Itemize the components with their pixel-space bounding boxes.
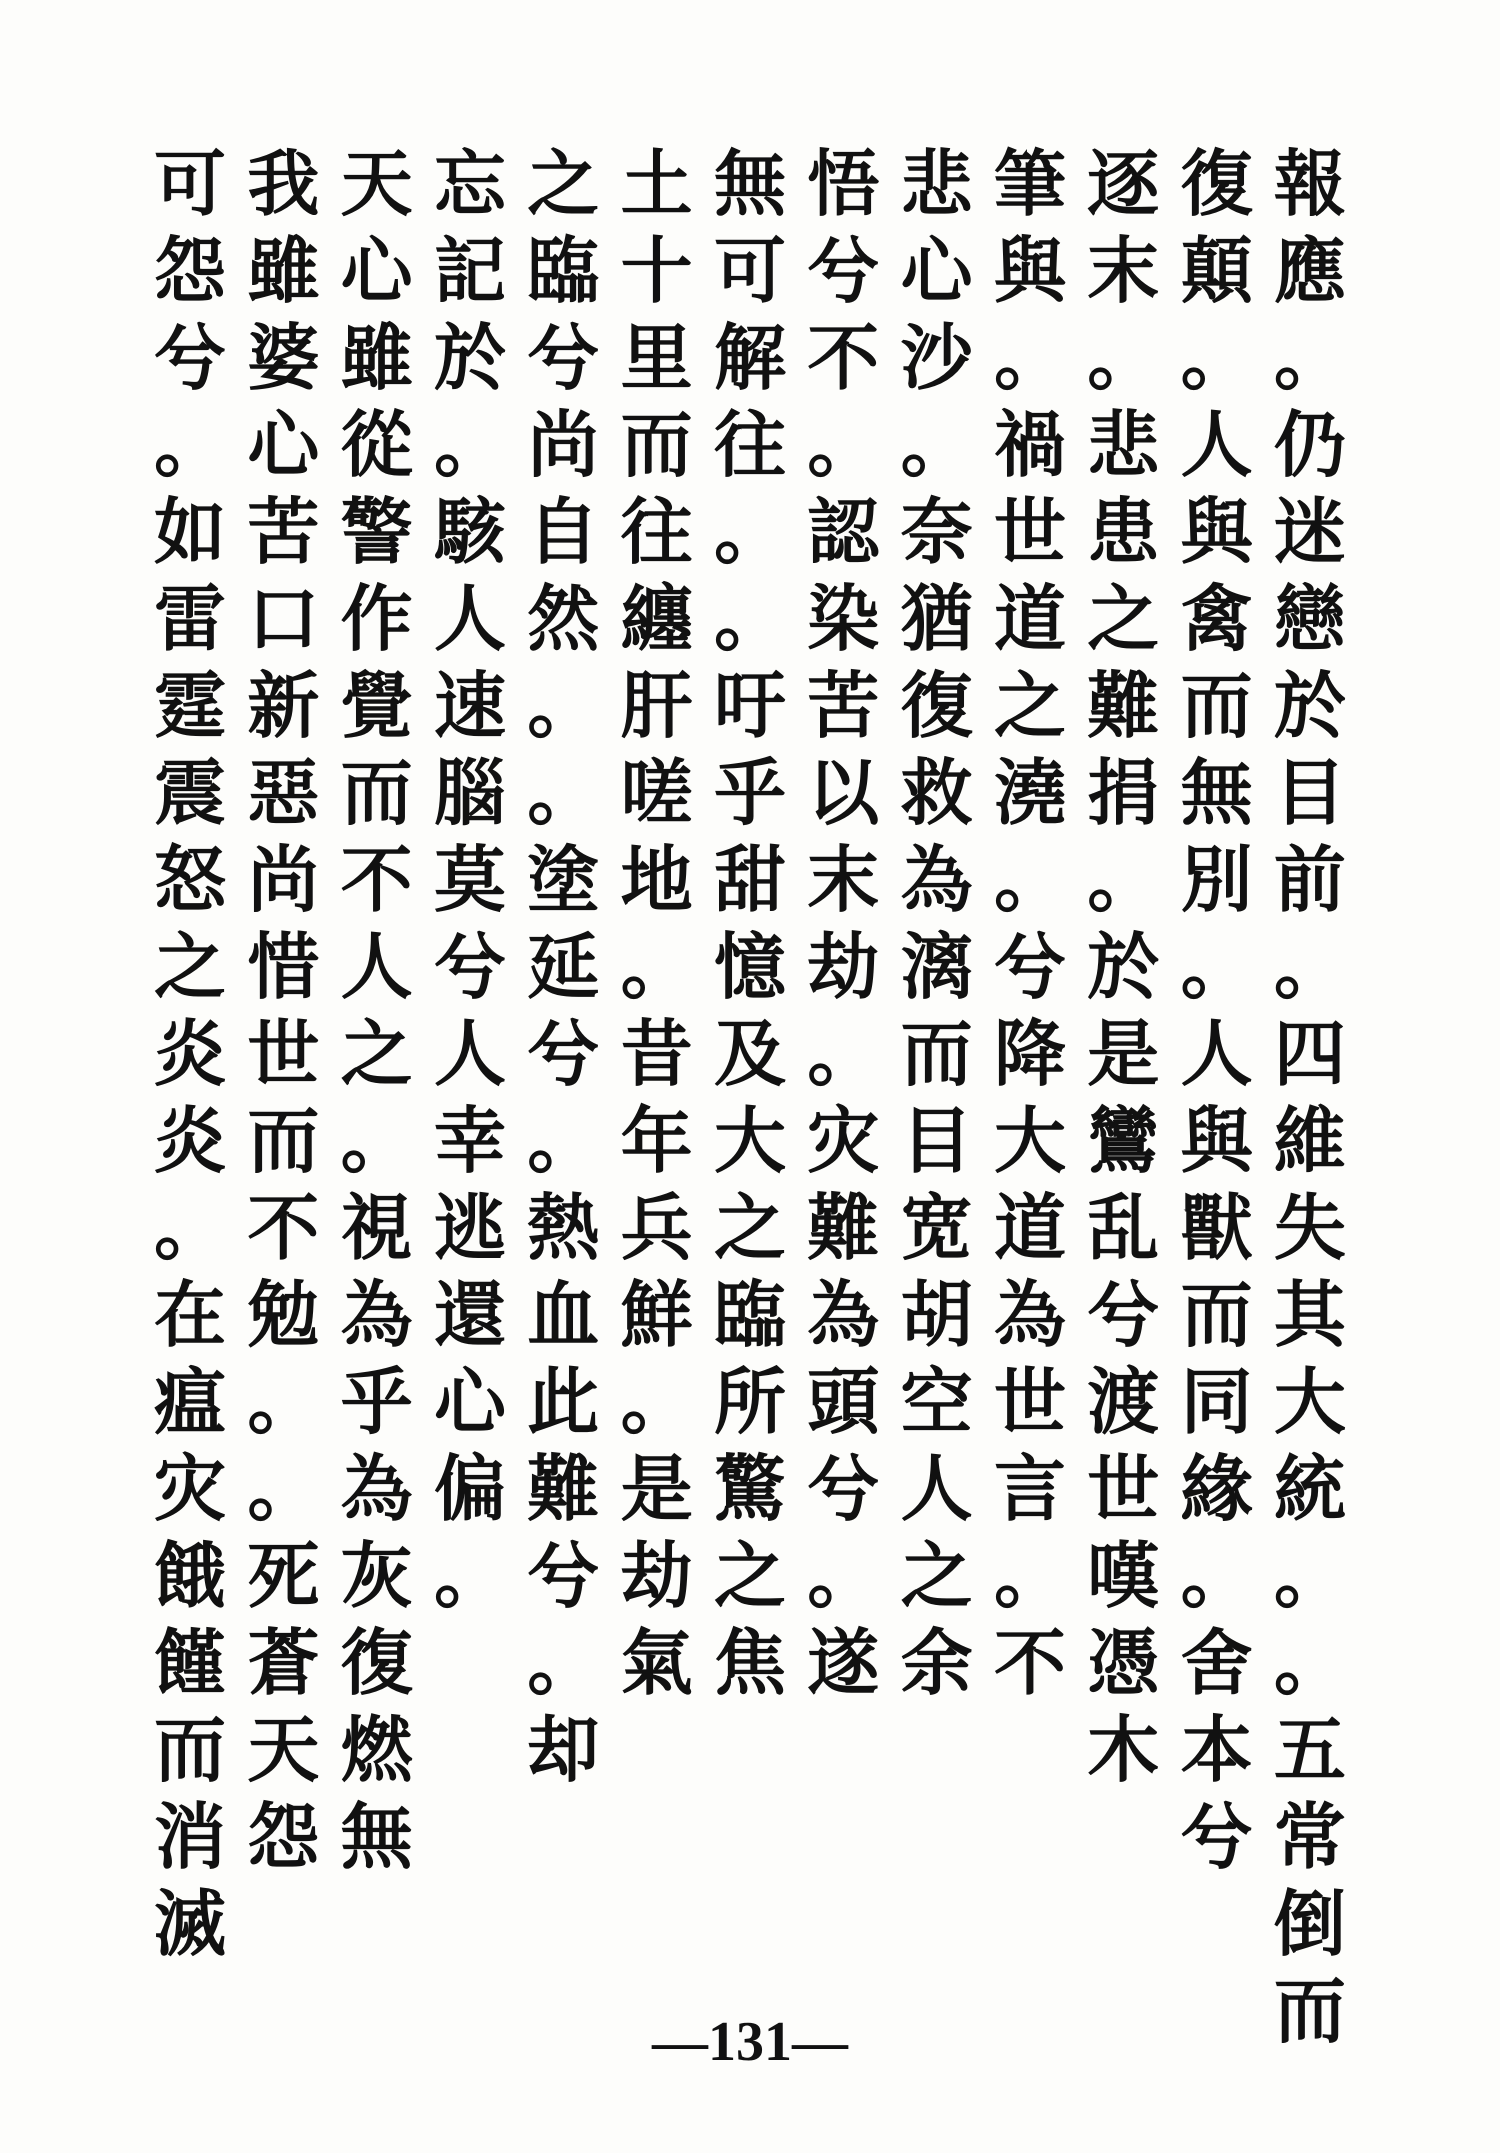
character: 饉	[153, 1620, 226, 1705]
character: 乎	[340, 1359, 413, 1444]
character: 我	[247, 141, 320, 226]
character: 天	[340, 141, 413, 226]
character: 不	[247, 1185, 320, 1270]
character: 木	[1087, 1707, 1160, 1792]
character: 新	[247, 663, 320, 748]
character: 禽	[1180, 576, 1253, 661]
character: 逃	[433, 1185, 506, 1270]
character: 之	[713, 1185, 786, 1270]
character: 之	[900, 1533, 973, 1618]
character: 往	[620, 489, 693, 574]
punctuation-circle: 。	[247, 1359, 320, 1444]
character: 目	[900, 1098, 973, 1183]
character: 勉	[247, 1272, 320, 1357]
character: 此	[527, 1359, 600, 1444]
text-column-9	[523, 140, 603, 1970]
punctuation-circle: 。	[1273, 924, 1346, 1009]
punctuation-circle: 。	[153, 1185, 226, 1270]
character: 之	[527, 141, 600, 226]
character: 末	[1087, 228, 1160, 313]
character: 舍	[1180, 1620, 1253, 1705]
punctuation-circle: 。	[1273, 1620, 1346, 1705]
character: 救	[900, 750, 973, 835]
character: 從	[340, 402, 413, 487]
text-column-13	[150, 140, 230, 1970]
character: 血	[527, 1272, 600, 1357]
character: 視	[340, 1185, 413, 1270]
text-column-12	[243, 140, 323, 1970]
character: 消	[153, 1794, 226, 1879]
character: 之	[153, 924, 226, 1009]
character: 塗	[527, 837, 600, 922]
character: 世	[993, 1359, 1066, 1444]
character: 無	[340, 1794, 413, 1879]
character: 餓	[153, 1533, 226, 1618]
character: 兮	[527, 1011, 600, 1096]
character: 是	[1087, 1011, 1160, 1096]
character: 大	[993, 1098, 1066, 1183]
character: 為	[340, 1272, 413, 1357]
character: 兮	[527, 1533, 600, 1618]
punctuation-circle: 。	[807, 402, 880, 487]
character: 怨	[247, 1794, 320, 1879]
character: 染	[807, 576, 880, 661]
text-column-2	[1177, 140, 1257, 1970]
character: 為	[900, 837, 973, 922]
character: 覺	[340, 663, 413, 748]
character: 以	[807, 750, 880, 835]
character: 失	[1273, 1185, 1346, 1270]
punctuation-circle: 。	[340, 1098, 413, 1183]
character: 在	[153, 1272, 226, 1357]
punctuation-circle: 。	[1087, 315, 1160, 400]
character: 禍	[993, 402, 1066, 487]
character: 氣	[620, 1620, 693, 1705]
character: 吁	[713, 663, 786, 748]
character: 甜	[713, 837, 786, 922]
character: 劫	[807, 924, 880, 1009]
character: 憑	[1087, 1620, 1160, 1705]
character: 蒼	[247, 1620, 320, 1705]
character: 末	[807, 837, 880, 922]
character: 滅	[153, 1881, 226, 1966]
character: 而	[1180, 1272, 1253, 1357]
punctuation-circle: 。	[527, 750, 600, 835]
character: 雖	[340, 315, 413, 400]
text-column-6	[803, 140, 883, 1970]
character: 鸞	[1087, 1098, 1160, 1183]
character: 熱	[527, 1185, 600, 1270]
character: 所	[713, 1359, 786, 1444]
character: 戀	[1273, 576, 1346, 661]
punctuation-circle: 。	[527, 663, 600, 748]
character: 惜	[247, 924, 320, 1009]
character: 乎	[713, 750, 786, 835]
character: 十	[620, 228, 693, 313]
page-number: —131—	[652, 2011, 848, 2073]
character: 肝	[620, 663, 693, 748]
character: 獸	[1180, 1185, 1253, 1270]
character: 人	[900, 1446, 973, 1531]
character: 復	[900, 663, 973, 748]
character: 兮	[1180, 1794, 1253, 1879]
punctuation-circle: 。	[153, 402, 226, 487]
character: 劫	[620, 1533, 693, 1618]
character: 駭	[433, 489, 506, 574]
punctuation-circle: 。	[527, 1620, 600, 1705]
character: 不	[340, 837, 413, 922]
character: 而	[153, 1707, 226, 1792]
character: 焦	[713, 1620, 786, 1705]
character: 言	[993, 1446, 1066, 1531]
punctuation-circle: 。	[993, 837, 1066, 922]
character: 灰	[340, 1533, 413, 1618]
character: 昔	[620, 1011, 693, 1096]
character: 臨	[527, 228, 600, 313]
character: 世	[1087, 1446, 1160, 1531]
character: 之	[340, 1011, 413, 1096]
punctuation-circle: 。	[1180, 315, 1253, 400]
character: 地	[620, 837, 693, 922]
character: 人	[433, 1011, 506, 1096]
character: 兮	[993, 924, 1066, 1009]
character: 憶	[713, 924, 786, 1009]
character: 嘆	[1087, 1533, 1160, 1618]
character: 於	[1273, 663, 1346, 748]
character: 空	[900, 1359, 973, 1444]
character: 目	[1273, 750, 1346, 835]
character: 記	[433, 228, 506, 313]
character: 年	[620, 1098, 693, 1183]
character: 無	[713, 141, 786, 226]
punctuation-circle: 。	[1180, 1533, 1253, 1618]
character: 驚	[713, 1446, 786, 1531]
character: 緣	[1180, 1446, 1253, 1531]
character: 大	[1273, 1359, 1346, 1444]
character: 腦	[433, 750, 506, 835]
character: 是	[620, 1446, 693, 1531]
punctuation-circle: 。	[1273, 315, 1346, 400]
punctuation-circle: 。	[620, 924, 693, 1009]
character: 認	[807, 489, 880, 574]
character: 余	[900, 1620, 973, 1705]
character: 心	[900, 228, 973, 313]
character: 震	[153, 750, 226, 835]
character: 迷	[1273, 489, 1346, 574]
character: 筆	[993, 141, 1066, 226]
character: 幸	[433, 1098, 506, 1183]
character: 土	[620, 141, 693, 226]
character: 兮	[807, 228, 880, 313]
character: 心	[433, 1359, 506, 1444]
character: 澆	[993, 750, 1066, 835]
punctuation-circle: 。	[1273, 1533, 1346, 1618]
punctuation-circle: 。	[713, 576, 786, 661]
character: 瘟	[153, 1359, 226, 1444]
character: 苦	[807, 663, 880, 748]
character: 莫	[433, 837, 506, 922]
character: 報	[1273, 141, 1346, 226]
character: 之	[993, 663, 1066, 748]
character: 為	[807, 1272, 880, 1357]
character: 渡	[1087, 1359, 1160, 1444]
character: 而	[340, 750, 413, 835]
character: 大	[713, 1098, 786, 1183]
character: 可	[713, 228, 786, 313]
character: 而	[1180, 663, 1253, 748]
punctuation-circle: 。	[1180, 924, 1253, 1009]
character: 與	[993, 228, 1066, 313]
character: 不	[993, 1620, 1066, 1705]
character: 統	[1273, 1446, 1346, 1531]
character: 頭	[807, 1359, 880, 1444]
character: 及	[713, 1011, 786, 1096]
punctuation-circle: 。	[713, 489, 786, 574]
character: 鮮	[620, 1272, 693, 1357]
character: 作	[340, 576, 413, 661]
character: 雷	[153, 576, 226, 661]
character: 復	[1180, 141, 1253, 226]
character: 於	[433, 315, 506, 400]
character: 霆	[153, 663, 226, 748]
character: 炎	[153, 1098, 226, 1183]
character: 天	[247, 1707, 320, 1792]
character: 燃	[340, 1707, 413, 1792]
character: 炎	[153, 1011, 226, 1096]
character: 降	[993, 1011, 1066, 1096]
character: 之	[1087, 576, 1160, 661]
character: 捐	[1087, 750, 1160, 835]
character: 遂	[807, 1620, 880, 1705]
character: 難	[1087, 663, 1160, 748]
character: 悲	[1087, 402, 1160, 487]
character: 纏	[620, 576, 693, 661]
punctuation-circle: 。	[527, 1098, 600, 1183]
punctuation-circle: 。	[433, 402, 506, 487]
text-column-1	[1270, 140, 1350, 2053]
character: 仍	[1273, 402, 1346, 487]
character: 兮	[527, 315, 600, 400]
character: 警	[340, 489, 413, 574]
character: 悟	[807, 141, 880, 226]
character: 道	[993, 1185, 1066, 1270]
character: 而	[247, 1098, 320, 1183]
character: 五	[1273, 1707, 1346, 1792]
character: 之	[713, 1533, 786, 1618]
punctuation-circle: 。	[900, 402, 973, 487]
punctuation-circle: 。	[247, 1446, 320, 1531]
text-column-4	[990, 140, 1070, 1970]
character: 其	[1273, 1272, 1346, 1357]
punctuation-circle: 。	[807, 1011, 880, 1096]
character: 往	[713, 402, 786, 487]
character: 延	[527, 924, 600, 1009]
character: 難	[527, 1446, 600, 1531]
character: 速	[433, 663, 506, 748]
character: 倒	[1273, 1881, 1346, 1966]
character: 怒	[153, 837, 226, 922]
character: 漓	[900, 924, 973, 1009]
character: 兮	[153, 315, 226, 400]
punctuation-circle: 。	[620, 1359, 693, 1444]
character: 乱	[1087, 1185, 1160, 1270]
character: 悲	[900, 141, 973, 226]
character: 灾	[807, 1098, 880, 1183]
character: 臨	[713, 1272, 786, 1357]
character: 解	[713, 315, 786, 400]
character: 常	[1273, 1794, 1346, 1879]
character: 而	[620, 402, 693, 487]
character: 沙	[900, 315, 973, 400]
character: 人	[1180, 402, 1253, 487]
character: 嗟	[620, 750, 693, 835]
character: 里	[620, 315, 693, 400]
punctuation-circle: 。	[993, 1533, 1066, 1618]
character: 逐	[1087, 141, 1160, 226]
character: 兵	[620, 1185, 693, 1270]
character: 無	[1180, 750, 1253, 835]
character: 怨	[153, 228, 226, 313]
character: 同	[1180, 1359, 1253, 1444]
character: 却	[527, 1707, 600, 1792]
character: 而	[900, 1011, 973, 1096]
character: 人	[340, 924, 413, 1009]
character: 心	[340, 228, 413, 313]
punctuation-circle: 。	[807, 1533, 880, 1618]
character: 尚	[527, 402, 600, 487]
character: 惡	[247, 750, 320, 835]
character: 心	[247, 402, 320, 487]
character: 然	[527, 576, 600, 661]
character: 忘	[433, 141, 506, 226]
text-column-10	[430, 140, 510, 1970]
character: 可	[153, 141, 226, 226]
character: 顛	[1180, 228, 1253, 313]
character: 維	[1273, 1098, 1346, 1183]
text-column-8	[617, 140, 697, 1970]
character: 為	[993, 1272, 1066, 1357]
character: 偏	[433, 1446, 506, 1531]
punctuation-circle: 。	[433, 1533, 506, 1618]
character: 與	[1180, 489, 1253, 574]
character: 兮	[433, 924, 506, 1009]
character: 口	[247, 576, 320, 661]
punctuation-circle: 。	[1087, 837, 1160, 922]
character: 如	[153, 489, 226, 574]
character: 應	[1273, 228, 1346, 313]
character: 與	[1180, 1098, 1253, 1183]
character: 奈	[900, 489, 973, 574]
character: 患	[1087, 489, 1160, 574]
text-column-7	[710, 140, 790, 1970]
character: 而	[1273, 1968, 1346, 2053]
character: 人	[1180, 1011, 1253, 1096]
character: 兮	[1087, 1272, 1160, 1357]
character: 宽	[900, 1185, 973, 1270]
punctuation-circle: 。	[993, 315, 1066, 400]
text-column-5	[897, 140, 977, 1970]
character: 苦	[247, 489, 320, 574]
character: 自	[527, 489, 600, 574]
text-column-11	[337, 140, 417, 1970]
character: 復	[340, 1620, 413, 1705]
character: 前	[1273, 837, 1346, 922]
character: 尚	[247, 837, 320, 922]
character: 別	[1180, 837, 1253, 922]
character: 世	[993, 489, 1066, 574]
character: 還	[433, 1272, 506, 1357]
character: 世	[247, 1011, 320, 1096]
text-column-3	[1083, 140, 1163, 1970]
character: 兮	[807, 1446, 880, 1531]
character: 雖	[247, 228, 320, 313]
character: 本	[1180, 1707, 1253, 1792]
character: 人	[433, 576, 506, 661]
character: 死	[247, 1533, 320, 1618]
character: 道	[993, 576, 1066, 661]
character: 為	[340, 1446, 413, 1531]
character: 於	[1087, 924, 1160, 1009]
character: 胡	[900, 1272, 973, 1357]
character: 灾	[153, 1446, 226, 1531]
character: 不	[807, 315, 880, 400]
character: 難	[807, 1185, 880, 1270]
character: 猶	[900, 576, 973, 661]
character: 婆	[247, 315, 320, 400]
character: 四	[1273, 1011, 1346, 1096]
